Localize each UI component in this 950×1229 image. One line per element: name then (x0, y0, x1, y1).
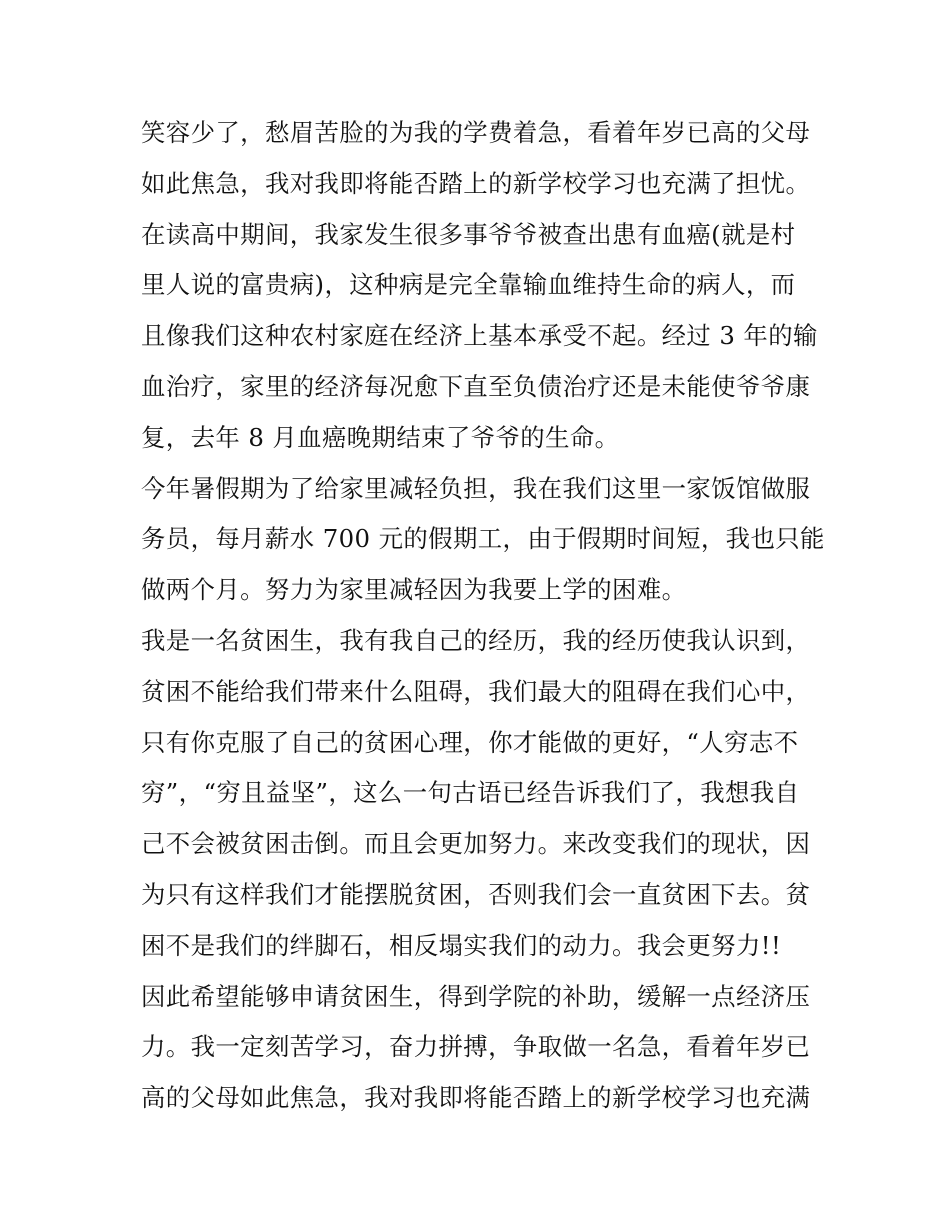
text-line: 力。我一定刻苦学习，奋力拼搏，争取做一名急，看着年岁已 (141, 1032, 811, 1062)
text-line: 里人说的富贵病)，这种病是完全靠输血维持生命的病人，而 (141, 270, 796, 300)
text-line: 复，去年 8 月血癌晚期结束了爷爷的生命。 (141, 422, 620, 452)
text-line: 困不是我们的绊脚石，相反塌实我们的动力。我会更努力!! (141, 930, 782, 960)
document-body-text (141, 108, 825, 1124)
text-line: 今年暑假期为了给家里减轻负担，我在我们这里一家饭馆做服 (141, 473, 811, 503)
text-line: 只有你克服了自己的贫困心理，你才能做的更好，“人穷志不 (141, 727, 799, 757)
text-line: 且像我们这种农村家庭在经济上基本承受不起。经过 3 年的输 (141, 321, 818, 351)
text-line: 我是一名贫困生，我有我自己的经历，我的经历使我认识到， (141, 625, 811, 655)
text-line: 笑容少了，愁眉苦脸的为我的学费着急，看着年岁已高的父母 (141, 118, 811, 147)
text-line: 己不会被贫困击倒。而且会更加努力。来改变我们的现状，因 (141, 829, 811, 859)
text-line: 穷”，“穷且益坚”，这么一句古语已经告诉我们了，我想我自 (141, 778, 800, 808)
text-line: 高的父母如此焦急，我对我即将能否踏上的新学校学习也充满 (141, 1083, 811, 1113)
text-line: 如此焦急，我对我即将能否踏上的新学校学习也充满了担忧。 (141, 168, 811, 198)
text-line: 为只有这样我们才能摆脱贫困，否则我们会一直贫困下去。贫 (141, 879, 811, 909)
text-line: 做两个月。努力为家里减轻因为我要上学的困难。 (141, 575, 687, 605)
text-line: 因此希望能够申请贫困生，得到学院的补助，缓解一点经济压 (141, 981, 811, 1011)
text-line: 贫困不能给我们带来什么阻碍，我们最大的阻碍在我们心中， (141, 676, 811, 706)
text-line: 在读高中期间，我家发生很多事爷爷被查出患有血癌(就是村 (141, 219, 796, 249)
text-line: 务员，每月薪水 700 元的假期工，由于假期时间短，我也只能 (141, 524, 825, 554)
text-line: 血治疗，家里的经济每况愈下直至负债治疗还是未能使爷爷康 (141, 371, 811, 401)
